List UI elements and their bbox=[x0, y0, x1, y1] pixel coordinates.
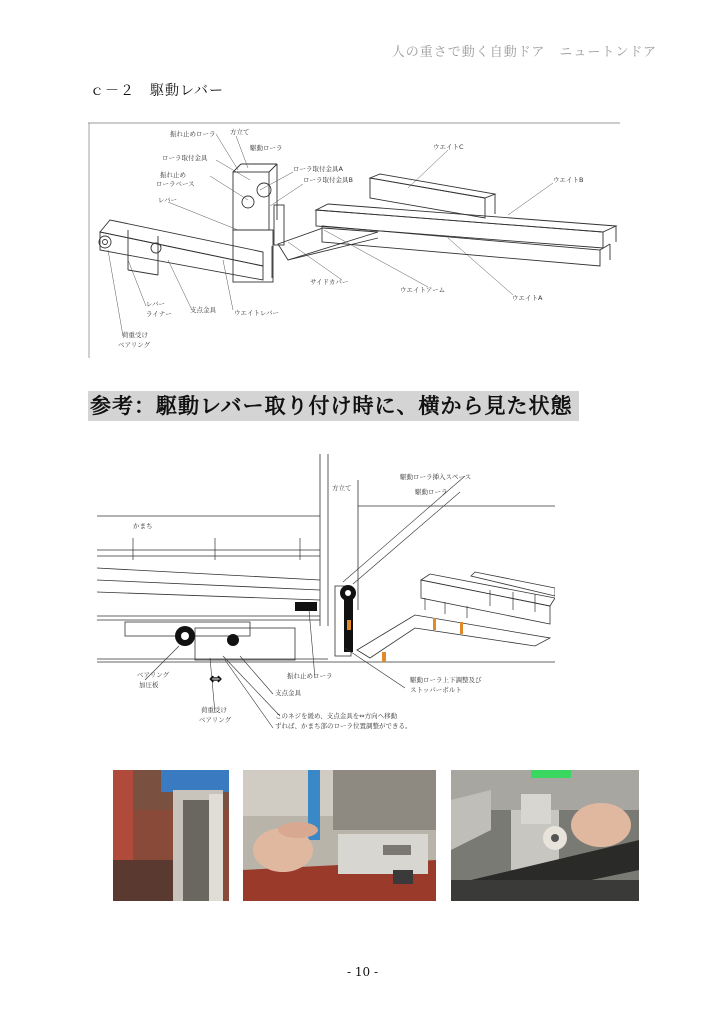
label2-note-2: ずれば、かまち部のローラ位置調整ができる。 bbox=[275, 722, 412, 730]
photo-door-frame bbox=[113, 770, 229, 901]
label2-stopper-1: 駆動ローラ上下調整及び bbox=[410, 676, 482, 684]
label-shiten-kanagu: 支点金具 bbox=[190, 306, 216, 314]
label2-kamachi: かまち bbox=[133, 522, 153, 530]
adjust-arrow-icon: ⇔ bbox=[209, 669, 223, 688]
label-side-cover: サイドカバー bbox=[310, 278, 349, 286]
label-furedome-roller: 振れ止めローラ bbox=[170, 130, 216, 138]
photo-drive-roller bbox=[451, 770, 639, 901]
label-hotate: 方立て bbox=[230, 128, 250, 136]
label2-bearing-1: ベアリング bbox=[137, 671, 170, 679]
label-weight-lever: ウエイトレバー bbox=[234, 309, 280, 317]
label2-kudou-roller: 駆動ローラ bbox=[415, 488, 448, 496]
label2-roller-space: 駆動ローラ挿入スペース bbox=[400, 473, 472, 481]
document-header-title: 人の重さで動く自動ドア ニュートンドア bbox=[391, 45, 657, 60]
label-kajuu-bearing-2: ベアリング bbox=[118, 341, 151, 349]
label-weight-b: ウエイトB bbox=[553, 176, 584, 184]
label2-hotate: 方立て bbox=[332, 484, 352, 492]
label-kajuu-bearing-1: 荷重受け bbox=[122, 331, 148, 339]
label-lever-liner-2: ライナー bbox=[146, 310, 172, 318]
reference-heading: 参考：駆動レバー取り付け時に、横から見た状態 bbox=[88, 391, 579, 421]
label-weight-a: ウエイトA bbox=[512, 294, 543, 302]
side-view-diagram bbox=[95, 450, 555, 750]
label-furedome-base-1: 振れ止め bbox=[160, 171, 186, 179]
label2-stopper-2: ストッパーボルト bbox=[410, 686, 462, 694]
label2-note-1: このネジを緩め、支点金具を⇔方向へ移動 bbox=[275, 712, 398, 720]
label-roller-kanagu-b: ローラ取付金具B bbox=[303, 176, 353, 184]
label-kudou-roller: 駆動ローラ bbox=[250, 144, 283, 152]
label2-kajuu-1: 荷重受け bbox=[201, 706, 227, 714]
drive-lever-diagram bbox=[88, 120, 620, 360]
label2-shiten-kanagu: 支点金具 bbox=[275, 689, 301, 697]
label-weight-arm: ウエイトアーム bbox=[400, 286, 446, 294]
label2-kajuu-2: ベアリング bbox=[199, 716, 232, 724]
label-roller-kanagu-a: ローラ取付金具A bbox=[293, 165, 343, 173]
label-lever: レバー bbox=[158, 196, 178, 204]
label-lever-liner-1: レバー bbox=[146, 300, 166, 308]
label2-furedome-roller: 振れ止めローラ bbox=[287, 672, 333, 680]
label-furedome-base-2: ローラベース bbox=[156, 180, 195, 188]
page-number: - 10 - bbox=[346, 965, 378, 979]
label2-bearing-2: 加圧板 bbox=[139, 681, 159, 689]
section-heading: ｃ－２ 駆動レバー bbox=[90, 83, 225, 99]
label-weight-c: ウエイトC bbox=[433, 143, 464, 151]
label-roller-kanagu: ローラ取付金具 bbox=[162, 154, 208, 162]
photo-adjusting-screw bbox=[243, 770, 436, 901]
